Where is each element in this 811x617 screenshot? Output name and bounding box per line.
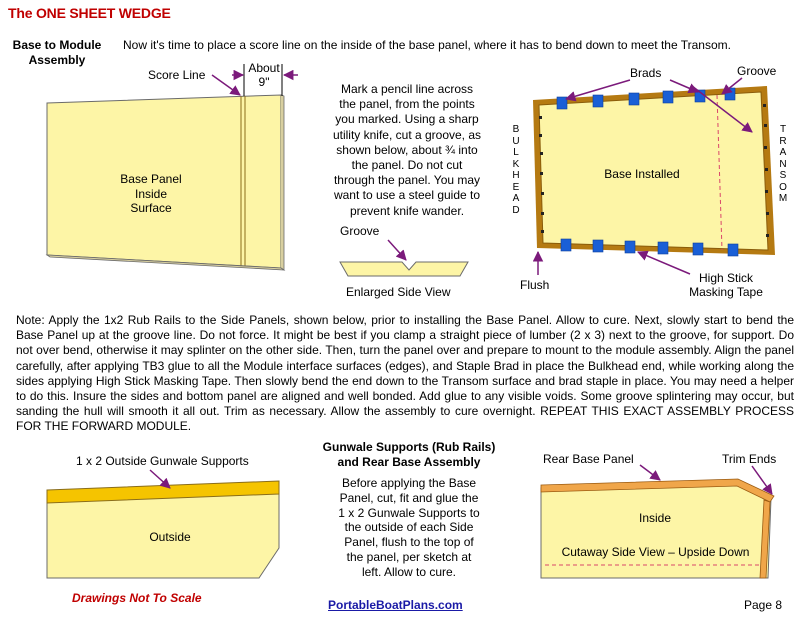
bulkhead-label: BULKHEAD — [512, 124, 520, 216]
intro-text: Now it's time to place a score line on the inside of the base panel, where it has to bend down to meet the Transom. — [123, 38, 731, 52]
about-value: 9" — [258, 75, 270, 89]
page-number: Page 8 — [744, 598, 783, 612]
score-line-label: Score Line — [148, 68, 206, 82]
base-panel-label: Base Panel Inside Surface — [120, 172, 182, 215]
gunwale-body-text: Before applying the Base Panel, cut, fit and glue the 1 x 2 Gunwale Supports to the outside of each Side Panel, flush to the top of the panel, per sketch at left. Allow to cure. — [338, 476, 480, 579]
score-line-arrow — [212, 75, 240, 95]
site-link[interactable]: PortableBoatPlans.com — [328, 598, 463, 612]
gunwale-supports-heading: Gunwale Supports (Rub Rails) and Rear Base Assembly — [322, 440, 496, 469]
groove-label-2: Groove — [737, 64, 777, 78]
brads-label: Brads — [630, 66, 662, 80]
instructions-text: Mark a pencil line across the panel, from the points you marked. Using a sharp utility knife, cut a groove, as shown below, about ¾ into the panel. Do not cut through the panel. You may want to use a steel guide to prevent knife wander. — [332, 82, 482, 218]
groove-arrow — [388, 240, 406, 260]
cutaway-label: Cutaway Side View – Upside Down — [561, 545, 750, 559]
about-label: About — [248, 61, 280, 75]
base-installed-label: Base Installed — [604, 167, 680, 181]
inside-label: Inside — [638, 511, 672, 525]
not-to-scale-note: Drawings Not To Scale — [72, 591, 202, 605]
outside-label: Outside — [149, 530, 191, 544]
rear-base-panel-label: Rear Base Panel — [543, 452, 634, 466]
assembly-note: Note: Apply the 1x2 Rub Rails to the Side Panels, shown below, prior to installing the Base Panel. Allow to cure. Next, slowly start to bend the Base Panel up at the groove line. Do not force. It might be best if you clamp a straight piece of lumber (2 x 3) next to the groove, for support. Do not over bend, otherwise it may splinter on the other side. Then, turn the panel over and prepare to mount to the module assembly. Align the panel carefully, after applying TB3 glue to all the Module interface surfaces (edges), and Staple Brad in place the Bulkhead end, while working along the sides applying High Stick Masking Tape. Then slowly bend the end down to the Transom surface and brad staple in place. You may need a helper to do this. Insure the sides and bottom panel are aligned and well bonded. Add glue to any visible voids. Some groove splintering may occur, but sanding the hull will smooth it all out. Trim as necessary. Allow the assembly to cure overnight. REPEAT THIS EXACT ASSEMBLY PROCESS FOR THE FORWARD MODULE. — [16, 313, 794, 434]
page-title: The ONE SHEET WEDGE — [8, 5, 171, 21]
trim-ends-label: Trim Ends — [722, 452, 777, 466]
transom-label: TRANSOM — [778, 124, 788, 204]
rear-base-drawing — [541, 479, 774, 578]
base-module-heading: Base to Module Assembly — [12, 38, 102, 67]
enlarged-side-view-drawing — [340, 262, 468, 276]
masking-tape-label: High Stick Masking Tape — [689, 271, 763, 299]
flush-label: Flush — [520, 278, 550, 292]
enlarged-side-view-label: Enlarged Side View — [346, 285, 451, 299]
groove-label: Groove — [340, 224, 380, 238]
gunwale-supports-label: 1 x 2 Outside Gunwale Supports — [76, 454, 249, 468]
